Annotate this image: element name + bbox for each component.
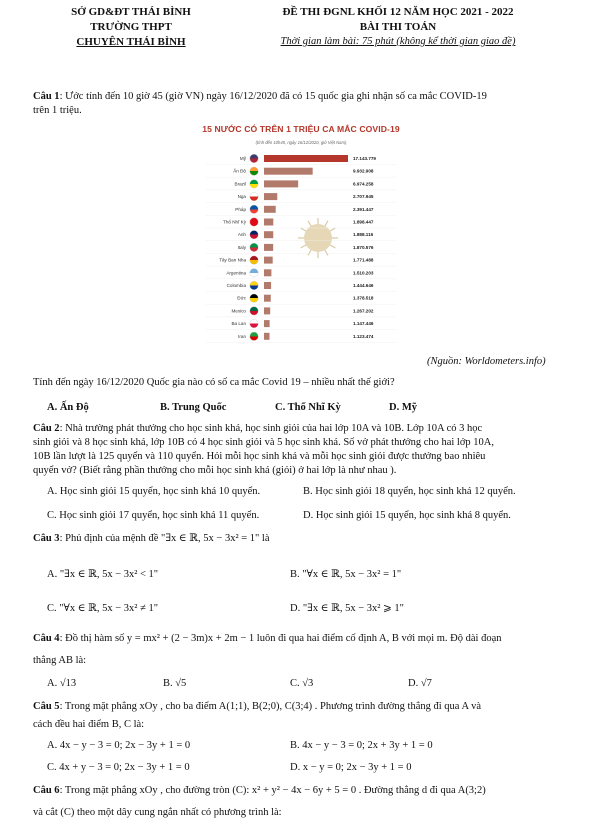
value-label: 6.974.258 (353, 181, 374, 187)
bar (264, 155, 348, 162)
q3-label: Câu 3 (33, 533, 60, 544)
category-label: Brazil (234, 181, 246, 187)
q3-answer-a: A. "∃x ∈ ℝ, 5x − 3x² < 1" (47, 569, 159, 580)
q4-label: Câu 4 (33, 633, 60, 644)
category-label: Đức (237, 295, 246, 301)
q1-answer-c: C. Thổ Nhĩ Kỳ (275, 402, 341, 413)
chart-title: 15 NƯỚC CÓ TRÊN 1 TRIỆU CA MẮC COVID-19 (202, 124, 400, 134)
bar (264, 307, 270, 314)
q3-answer-c: C. "∀x ∈ ℝ, 5x − 3x² ≠ 1" (47, 603, 158, 614)
value-label: 1.123.474 (353, 333, 374, 339)
q2-line4: quyển vở? (Biết rằng phần thưởng cho mỗi học sinh khá (giỏi) ở hai lớp là như nhau ). (33, 465, 397, 476)
exam-subject: BÀI THI TOÁN (359, 21, 437, 33)
france-flag (250, 205, 258, 213)
india-flag (250, 167, 258, 175)
brazil-flag (250, 180, 258, 188)
q4-answer-b: B. √5 (163, 678, 187, 689)
q1-question: Tính đến ngày 16/12/2020 Quốc gia nào có số ca mắc Covid 19 – nhiều nhất thế giới? (33, 377, 395, 388)
category-label: Mỹ (239, 156, 246, 161)
bar (264, 282, 271, 289)
value-label: 17.143.779 (353, 156, 376, 161)
value-label: 2.707.945 (353, 194, 374, 200)
argentina-flag (250, 269, 258, 277)
q2-label: Câu 2 (33, 423, 60, 434)
q1-answer-d: D. Mỹ (389, 402, 417, 413)
q6-line2: và cắt (C) theo một dây cung ngắn nhất có phương trình là: (33, 807, 282, 818)
category-label: Mexico (231, 308, 246, 314)
bar (264, 320, 270, 327)
chart-subtitle: (tính đến 10h45, ngày 16/12/2020, giờ Việt Nam) (255, 140, 347, 145)
q5-answer-a: A. 4x − y − 3 = 0; 2x − 3y + 1 = 0 (47, 740, 191, 751)
us-flag (250, 154, 258, 162)
school-name-line2: CHUYÊN THÁI BÌNH (76, 36, 186, 48)
q2-line1 (33, 422, 578, 436)
exam-title: ĐỀ THI ĐGNL KHỐI 12 NĂM HỌC 2021 - 2022 (282, 6, 514, 18)
category-label: Colombia (226, 283, 246, 288)
italy-flag (250, 243, 258, 251)
q5-answer-c: C. 4x + y − 3 = 0; 2x − 3y + 1 = 0 (47, 762, 190, 773)
bar (264, 180, 298, 187)
category-label: Ba Lan (231, 321, 246, 327)
q4-answer-d: D. √7 (408, 678, 432, 689)
q5-answer-b: B. 4x − y − 3 = 0; 2x + 3y + 1 = 0 (290, 740, 433, 751)
q1-label: Câu 1 (33, 91, 60, 102)
bar (264, 231, 273, 238)
mexico-flag (250, 307, 258, 315)
value-label: 1.444.646 (353, 283, 374, 288)
category-label: Tây Ban Nha (219, 257, 246, 263)
q3-text-body: : Phủ định của mệnh đề "∃x ∈ ℝ, 5x − 3x² = 1" là (59, 533, 270, 544)
value-label: 1.870.576 (353, 244, 374, 250)
q2-line2: sinh giỏi và 8 học sinh khá, lớp 10B có 4 học sinh giỏi và 5 học sinh khá. Số vở phát thưởng cho hai lớp 10A, (33, 437, 494, 448)
value-label: 1.267.202 (353, 308, 374, 314)
bar (264, 219, 273, 226)
q2-answer-c: C. Học sinh giỏi 17 quyển, học sinh khá 11 quyển. (47, 510, 260, 521)
school-name-line1: TRƯỜNG THPT (90, 21, 172, 33)
exam-duration: Thời gian làm bài: 75 phút (không kể thời gian giao đề) (280, 36, 516, 47)
q6-label: Câu 6 (33, 785, 60, 796)
category-label: Iran (238, 333, 246, 339)
bar (264, 269, 271, 276)
q5-label: Câu 5 (33, 701, 60, 712)
category-label: Thổ Nhĩ Kỳ (223, 219, 246, 225)
value-label: 1.888.116 (353, 232, 374, 238)
q3-answer-d: D. "∃x ∈ ℝ, 5x − 3x² ⩾ 1" (290, 603, 404, 614)
value-label: 1.510.203 (353, 270, 374, 276)
category-label: Argentina (226, 270, 246, 276)
q5-line2: cách đều hai điểm B, C là: (33, 719, 145, 730)
q1-text (33, 90, 573, 104)
covid-chart (196, 124, 406, 352)
q1-line2: trên 1 triệu. (33, 105, 82, 116)
russia-flag (250, 192, 258, 200)
value-label: 9.932.908 (353, 168, 374, 174)
category-label: Anh (237, 232, 246, 238)
bar (264, 193, 277, 200)
q5-line1 (33, 700, 578, 714)
bar (264, 333, 270, 340)
q2-answer-a: A. Học sinh giỏi 15 quyển, học sinh khá 10 quyển. (47, 486, 261, 497)
q5-answer-d: D. x − y = 0; 2x − 3y + 1 = 0 (290, 762, 412, 773)
bar (264, 244, 273, 251)
q3-answer-b: B. "∀x ∈ ℝ, 5x − 3x² = 1" (290, 569, 402, 580)
q2-line1-text: : Nhà trường phát thưởng cho học sinh khá, học sinh giỏi của hai lớp 10A và 10B. Lớp 10A có 3 học (59, 423, 483, 434)
q3-text (33, 532, 270, 546)
germany-flag (250, 294, 258, 302)
q1-answer-b: B. Trung Quốc (160, 402, 227, 413)
q1-source: (Nguồn: Worldometers.info) (427, 356, 546, 367)
q4-line2: thẳng AB là: (33, 655, 87, 666)
q2-line3: 10B lần lượt là 125 quyển và 110 quyển. Hỏi mỗi học sinh khá và mỗi học sinh giỏi được thưởng bao nhiêu (33, 451, 486, 462)
q4-answer-c: C. √3 (290, 678, 314, 689)
category-label: Italy (237, 244, 246, 250)
q2-answer-d: D. Học sinh giỏi 15 quyển, học sinh khá 8 quyển. (303, 510, 511, 521)
uk-flag (250, 231, 258, 239)
category-label: Pháp (235, 206, 246, 212)
q6-line1 (33, 784, 583, 798)
q5-line1-text: : Trong mặt phẳng xOy , cho ba điểm A(1;1), B(2;0), C(3;4) . Phương trình đường thẳng đi qua A và (59, 701, 482, 712)
poland-flag (250, 319, 258, 327)
bar (264, 295, 271, 302)
bar (264, 168, 313, 175)
q1-line1: : Ước tính đến 10 giờ 45 (giờ VN) ngày 16/12/2020 đã có 15 quốc gia ghi nhận số ca mắc COVID-19 (59, 91, 487, 102)
value-label: 1.147.446 (353, 321, 374, 327)
q2-answer-b: B. Học sinh giỏi 18 quyển, học sinh khá 12 quyển. (303, 486, 516, 497)
category-label: Ấn Độ (233, 168, 246, 174)
category-label: Nga (237, 194, 246, 200)
value-label: 2.391.447 (353, 206, 374, 212)
value-label: 1.378.518 (353, 295, 374, 301)
iran-flag (250, 332, 258, 340)
q4-answer-a: A. √13 (47, 678, 77, 689)
chart-plot (196, 150, 406, 352)
value-label: 1.898.447 (353, 219, 374, 225)
bar (264, 257, 273, 264)
school-dept: SỞ GD&ĐT THÁI BÌNH (71, 6, 191, 18)
q6-line1-text: : Trong mặt phẳng xOy , cho đường tròn (C): x² + y² − 4x − 6y + 5 = 0 . Đường thẳng d đi qua A(3;2) (59, 785, 486, 796)
bar (264, 206, 276, 213)
turkey-flag (250, 218, 258, 226)
q4-line1 (33, 632, 578, 646)
q1-answer-a: A. Ấn Độ (47, 402, 89, 413)
q4-line1-text: : Đồ thị hàm số y = mx² + (2 − 3m)x + 2m − 1 luôn đi qua hai điểm cố định A, B với mọi m. Độ dài đoạn (59, 633, 502, 644)
spain-flag (250, 256, 258, 264)
value-label: 1.771.488 (353, 257, 374, 263)
colombia-flag (250, 281, 258, 289)
